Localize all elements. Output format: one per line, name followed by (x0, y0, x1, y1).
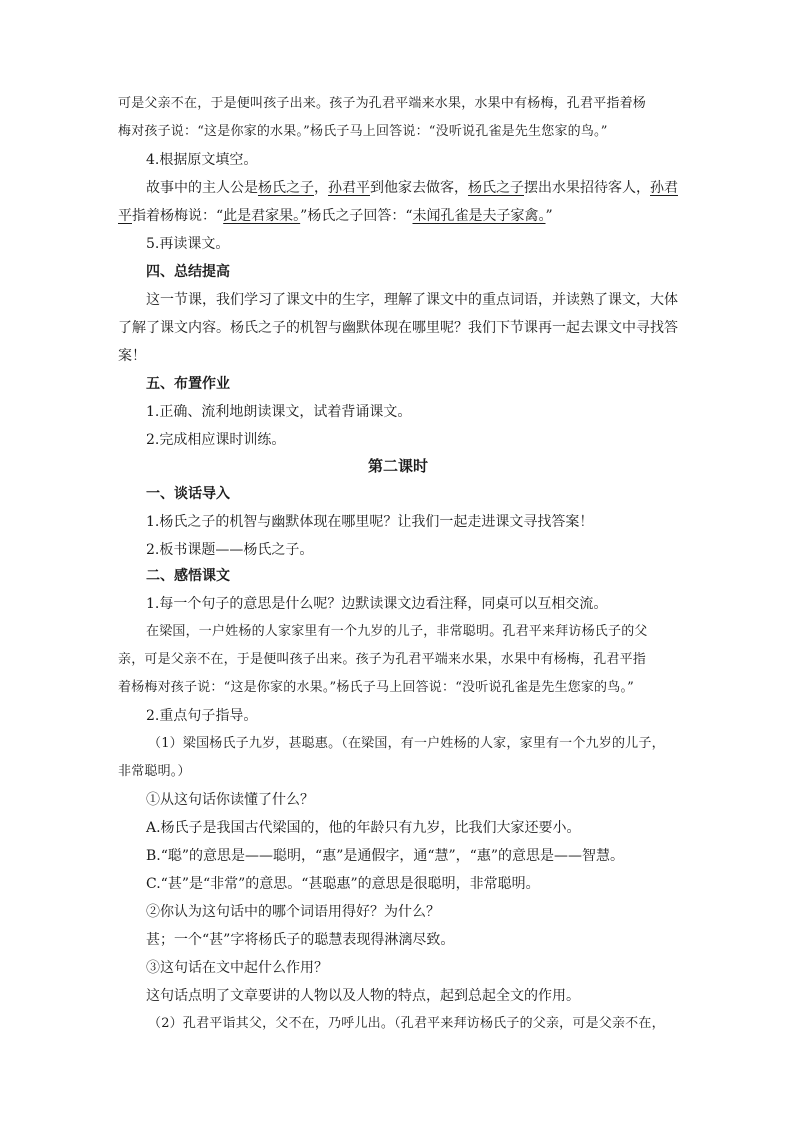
question-line: ①从这句话你读懂了什么？ (146, 792, 314, 808)
text-span: 指着杨梅说：“ (132, 208, 224, 224)
sentence-line: 非常聪明。） (118, 764, 191, 779)
step-item: 1.正确、流利地朗读课文，试着背诵课文。 (146, 404, 412, 420)
answer-line: 甚；一个“甚”字将杨氏子的聪慧表现得淋漓尽致。 (146, 932, 455, 948)
quote-line: 亲，可是父亲不在，于是便叫孩子出来。孩子为孔君平端来水果，水果中有杨梅，孔君平指 (118, 652, 647, 667)
step-item: 2.重点句子指导。 (146, 708, 258, 724)
answer-line: 这句话点明了文章要讲的人物以及人物的特点，起到总起全文的作用。 (146, 988, 580, 1004)
step-item: 2.板书课题——杨氏之子。 (146, 542, 314, 558)
text-span: ”杨氏之子回答：“ (300, 208, 413, 224)
quote-line: 着杨梅对孩子说：“这是你家的水果。”杨氏子马上回答说：“没听说孔雀是先生您家的鸟。” (118, 680, 634, 695)
sentence-line: （2）孔君平诣其父，父不在，乃呼儿出。（孔君平来拜访杨氏子的父亲，可是父亲不在， (148, 1016, 665, 1031)
text-span: 故事中的主人公是 (146, 180, 258, 196)
text-span: ， (314, 180, 328, 196)
section-heading: 五、布置作业 (146, 376, 230, 392)
step-item: 4.根据原文填空。 (146, 152, 258, 168)
step-item: 1.每一个句子的意思是什么呢？边默读课文边看注释，同桌可以互相交流。 (146, 596, 608, 612)
fill-blank-line (146, 178, 678, 198)
section-heading: 二、感悟课文 (146, 568, 230, 584)
paragraph-line: 可是父亲不在，于是便叫孩子出来。孩子为孔君平端来水果，水果中有杨梅，孔君平指着杨 (118, 96, 647, 111)
answer-line: A.杨氏子是我国古代梁国的，他的年龄只有九岁，比我们大家还要小。 (146, 820, 581, 836)
answer-line: C.“甚”是“非常”的意思。“甚聪惠”的意思是很聪明，非常聪明。 (146, 876, 540, 892)
answer-blank: 平 (118, 208, 132, 224)
answer-line: B.“聪”的意思是——聪明，“惠”是通假字，通“慧”，“惠”的意思是——智慧。 (146, 848, 624, 864)
section-heading: 一、谈话导入 (146, 486, 230, 502)
paragraph-line: 这一节课，我们学习了课文中的生字，理解了课文中的重点词语，并读熟了课文，大体 (146, 292, 678, 308)
paragraph-line: 梅对孩子说：“这是你家的水果。”杨氏子马上回答说：“没听说孔雀是先生您家的鸟。” (118, 124, 608, 139)
step-item: 5.再读课文。 (146, 236, 230, 252)
quote-line: 在梁国，一户姓杨的人家家里有一个九岁的儿子，非常聪明。孔君平来拜访杨氏子的父 (146, 624, 648, 639)
fill-blank-line (118, 206, 553, 226)
answer-blank: 杨氏之子 (258, 180, 314, 196)
step-item: 1.杨氏之子的机智与幽默体现在哪里呢？让我们一起走进课文寻找答案！ (146, 514, 594, 530)
lesson-title: 第二课时 (367, 457, 428, 475)
step-item: 2.完成相应课时训练。 (146, 432, 286, 448)
question-line: ③这句话在文中起什么作用？ (146, 960, 328, 976)
text-span: 摆出水果招待客人， (524, 180, 650, 196)
answer-blank: 杨氏之子 (468, 180, 524, 196)
sentence-line: （1）梁国杨氏子九岁，甚聪惠。（在梁国，有一户姓杨的人家，家里有一个九岁的儿子， (148, 736, 665, 751)
answer-blank: 此是君家果。 (223, 208, 301, 224)
paragraph-line: 了解了课文内容。杨氏之子的机智与幽默体现在哪里呢？我们下节课再一起去课文中寻找答 (118, 320, 678, 336)
paragraph-line: 案！ (118, 348, 146, 364)
text-span: ” (545, 208, 553, 224)
question-line: ②你认为这句话中的哪个词语用得好？为什么？ (146, 904, 440, 920)
text-span: 到他家去做客， (370, 180, 468, 196)
answer-blank: 孙君平 (328, 180, 370, 196)
answer-blank: 孙君 (650, 180, 678, 196)
answer-blank: 未闻孔雀是夫子家禽。 (412, 208, 546, 224)
section-heading: 四、总结提高 (146, 264, 230, 280)
